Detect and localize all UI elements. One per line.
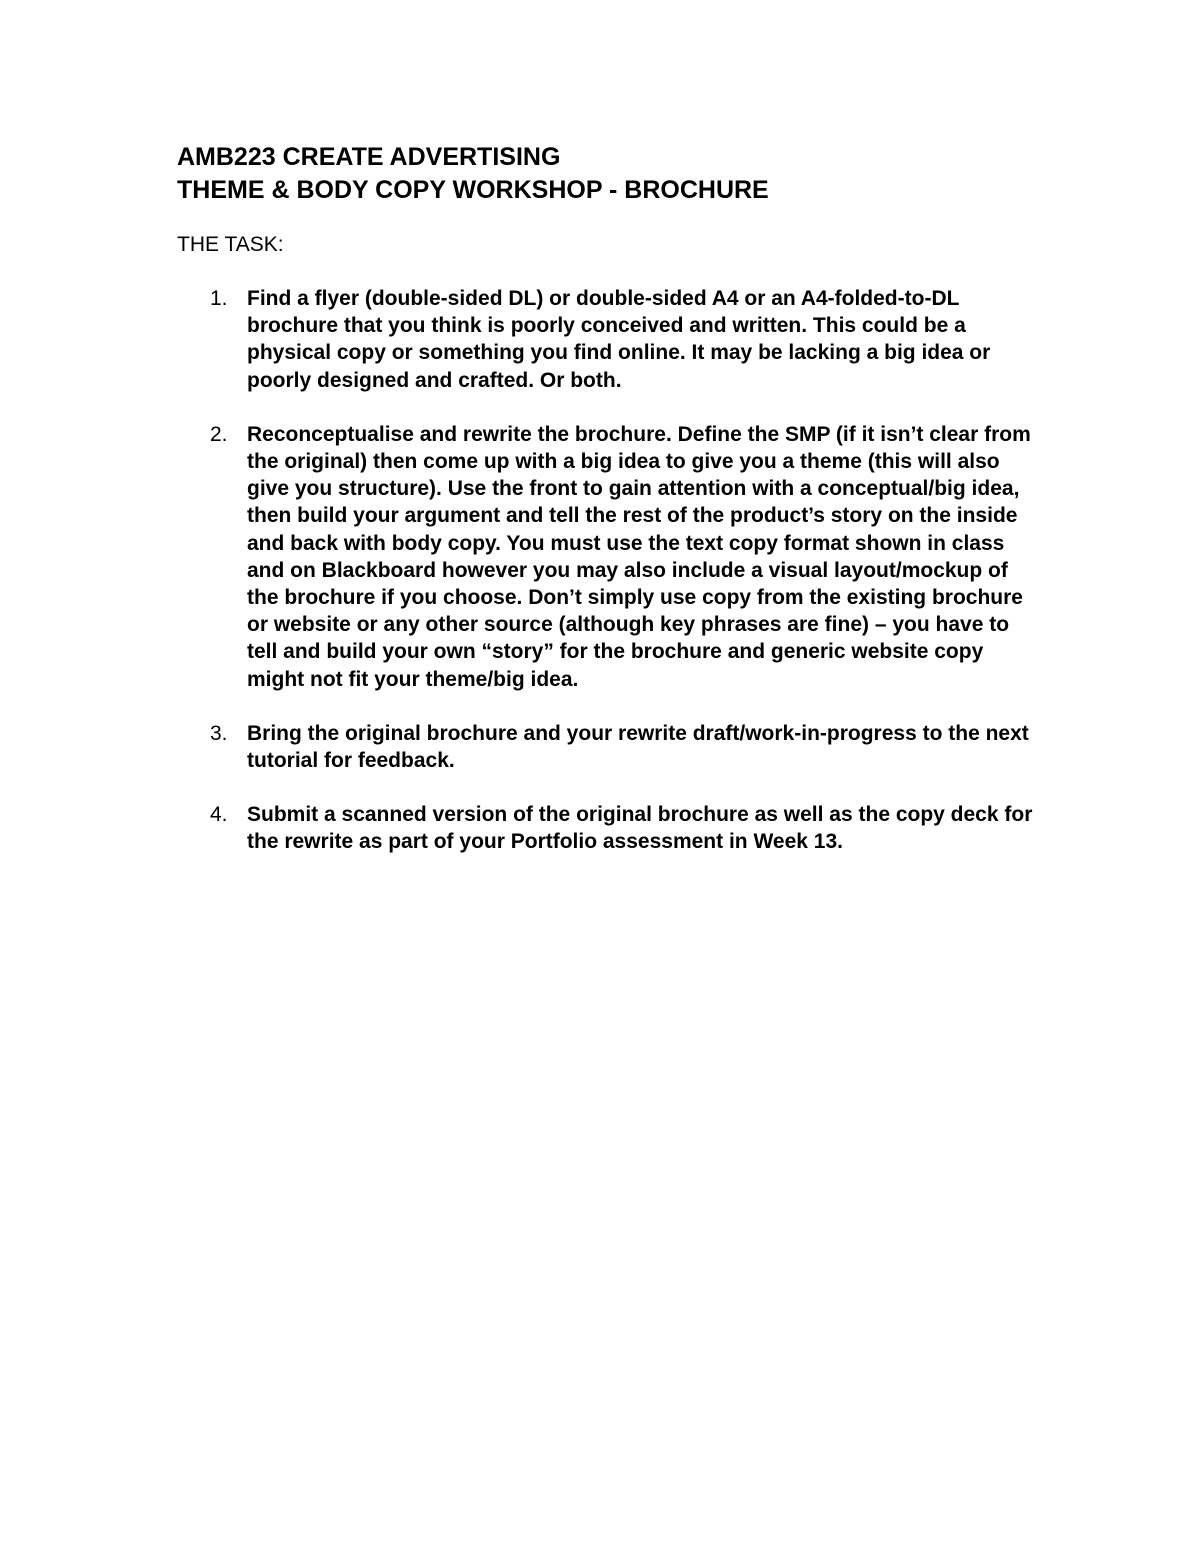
task-text: Bring the original brochure and your rewrite draft/work-in-progress to the next tutorial for feedback. [247,721,1029,773]
course-title: AMB223 CREATE ADVERTISING [177,143,561,171]
workshop-title: THEME & BODY COPY WORKSHOP - BROCHURE [177,176,769,204]
task-text: Reconceptualise and rewrite the brochure. Define the SMP (if it isn’t clear from the original) then come up with a big idea to give you a theme (this will also give you structure). Use the front to gain attention with a conceptual/big idea, then build your argument and tell the rest of the product’s story on the inside and back with body copy. You must use the text copy format shown in class and on Blackboard however you may also include a visual layout/mockup of the brochure if you choose. Don’t simply use copy from the existing brochure or website or any other source (although key phrases are fine) – you have to tell and build your own “story” for the brochure and generic website copy might not fit your theme/big idea. [247,422,1031,691]
task-number: 3. [210,721,228,745]
task-text: Find a flyer (double-sided DL) or double-sided A4 or an A4-folded-to-DL brochure that you think is poorly conceived and written. This could be a physical copy or something you find online. It may be lacking a big idea or poorly designed and crafted. Or both. [247,287,991,392]
task-item-2 [177,421,1037,693]
task-number: 1. [210,287,228,310]
task-item-1 [177,285,1037,394]
task-number: 4. [210,803,228,827]
task-text: Submit a scanned version of the original brochure as well as the copy deck for the rewrite as part of your Portfolio assessment in Week 13. [247,803,1033,854]
task-number: 2. [210,422,228,446]
task-heading: THE TASK: [177,233,284,256]
task-list [177,285,1037,856]
task-item-3 [177,720,1037,774]
task-item-4 [177,801,1037,855]
document-content [177,141,1037,883]
